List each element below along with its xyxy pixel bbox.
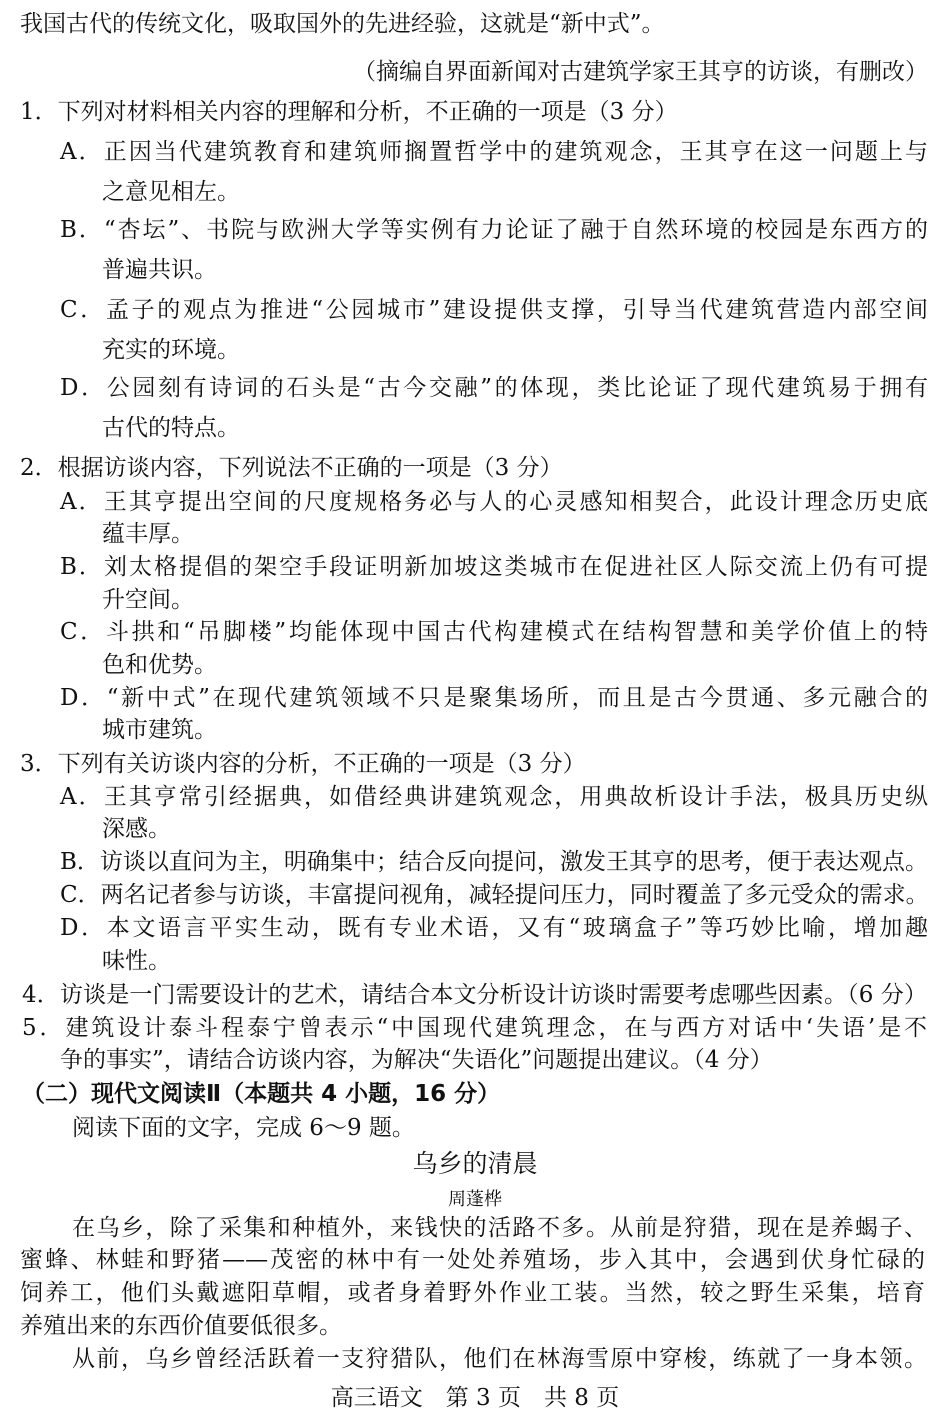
q2-option-d-cont: 城市建筑。 xyxy=(102,717,217,743)
question-5-cont: 争的事实”，请结合访谈内容，为解决“失语化”问题提出建议。（4 分） xyxy=(60,1047,773,1073)
q1-option-c-cont: 充实的环境。 xyxy=(102,337,240,363)
q1-option-d-cont: 古代的特点。 xyxy=(102,415,240,441)
intro-line: 我国古代的传统文化，吸取国外的先进经验，这就是“新中式”。 xyxy=(20,11,665,37)
question-4: 4．访谈是一门需要设计的艺术，请结合本文分析设计访谈时需要考虑哪些因素。（6 分） xyxy=(22,982,927,1008)
article-p1-line-3: 饲养工，他们头戴遮阳草帽，或者身着野外作业工装。当然，较之野生采集，培育 xyxy=(20,1280,925,1306)
question-1-stem: 1．下列对材料相关内容的理解和分析，不正确的一项是（3 分） xyxy=(20,99,678,125)
article-p1-line-1: 在乌乡，除了采集和种植外，来钱快的活路不多。从前是狩猎，现在是养蝎子、 xyxy=(72,1215,927,1241)
q1-option-a: A．正因当代建筑教育和建筑师搁置哲学中的建筑观念，王其亨在这一问题上与 xyxy=(60,139,928,165)
q2-option-a: A．王其亨提出空间的尺度规格务必与人的心灵感知相契合，此设计理念历史底 xyxy=(60,489,928,515)
article-p2-line-1: 从前，乌乡曾经活跃着一支狩猎队，他们在林海雪原中穿梭，练就了一身本领。 xyxy=(72,1346,927,1372)
article-author: 周蓬桦 xyxy=(448,1189,502,1210)
q1-option-a-cont: 之意见相左。 xyxy=(102,179,240,205)
q3-option-d-cont: 味性。 xyxy=(102,948,171,974)
q3-option-a: A．王其亨常引经据典，如借经典讲建筑观念，用典故析设计手法，极具历史纵 xyxy=(60,784,928,810)
q3-option-d: D．本文语言平实生动，既有专业术语，又有“玻璃盒子”等巧妙比喻，增加趣 xyxy=(60,915,928,941)
article-p1-line-2: 蜜蜂、林蛙和野猪——茂密的林中有一处处养殖场，步入其中，会遇到伏身忙碌的 xyxy=(20,1247,925,1273)
q2-option-b-cont: 升空间。 xyxy=(102,587,194,613)
q3-option-c: C．两名记者参与访谈，丰富提问视角，减轻提问压力，同时覆盖了多元受众的需求。 xyxy=(60,882,929,908)
q3-option-b: B．访谈以直问为主，明确集中；结合反向提问，激发王其亨的思考，便于表达观点。 xyxy=(60,849,928,875)
article-p1-line-4: 养殖出来的东西价值要低很多。 xyxy=(20,1313,342,1339)
section-heading: （二）现代文阅读Ⅱ（本题共 4 小题，16 分） xyxy=(22,1081,501,1107)
question-5: 5．建筑设计泰斗程泰宁曾表示“中国现代建筑理念，在与西方对话中‘失语’是不 xyxy=(22,1015,927,1041)
q1-option-b: B．“杏坛”、书院与欧洲大学等实例有力论证了融于自然环境的校园是东西方的 xyxy=(60,217,928,243)
page-footer: 高三语文 第 3 页 共 8 页 xyxy=(330,1385,620,1411)
q3-option-a-cont: 深感。 xyxy=(102,816,171,842)
q2-option-b: B．刘太格提倡的架空手段证明新加坡这类城市在促进社区人际交流上仍有可提 xyxy=(60,554,928,580)
q2-option-d: D．“新中式”在现代建筑领域不只是聚集场所，而且是古今贯通、多元融合的 xyxy=(60,685,928,711)
question-2-stem: 2．根据访谈内容，下列说法不正确的一项是（3 分） xyxy=(20,455,563,481)
q1-option-d: D．公园刻有诗词的石头是“古今交融”的体现，类比论证了现代建筑易于拥有 xyxy=(60,375,928,401)
section-instruction: 阅读下面的文字，完成 6～9 题。 xyxy=(72,1115,415,1141)
q2-option-a-cont: 蕴丰厚。 xyxy=(102,521,194,547)
article-title: 乌乡的清晨 xyxy=(412,1149,538,1178)
source-note: （摘编自界面新闻对古建筑学家王其亨的访谈，有删改） xyxy=(353,59,928,85)
q2-option-c-cont: 色和优势。 xyxy=(102,652,217,678)
question-3-stem: 3．下列有关访谈内容的分析，不正确的一项是（3 分） xyxy=(20,751,586,777)
q2-option-c: C．斗拱和“吊脚楼”均能体现中国古代构建模式在结构智慧和美学价值上的特 xyxy=(60,619,928,645)
q1-option-b-cont: 普遍共识。 xyxy=(102,257,217,283)
q1-option-c: C．孟子的观点为推进“公园城市”建设提供支撑，引导当代建筑营造内部空间 xyxy=(60,297,928,323)
